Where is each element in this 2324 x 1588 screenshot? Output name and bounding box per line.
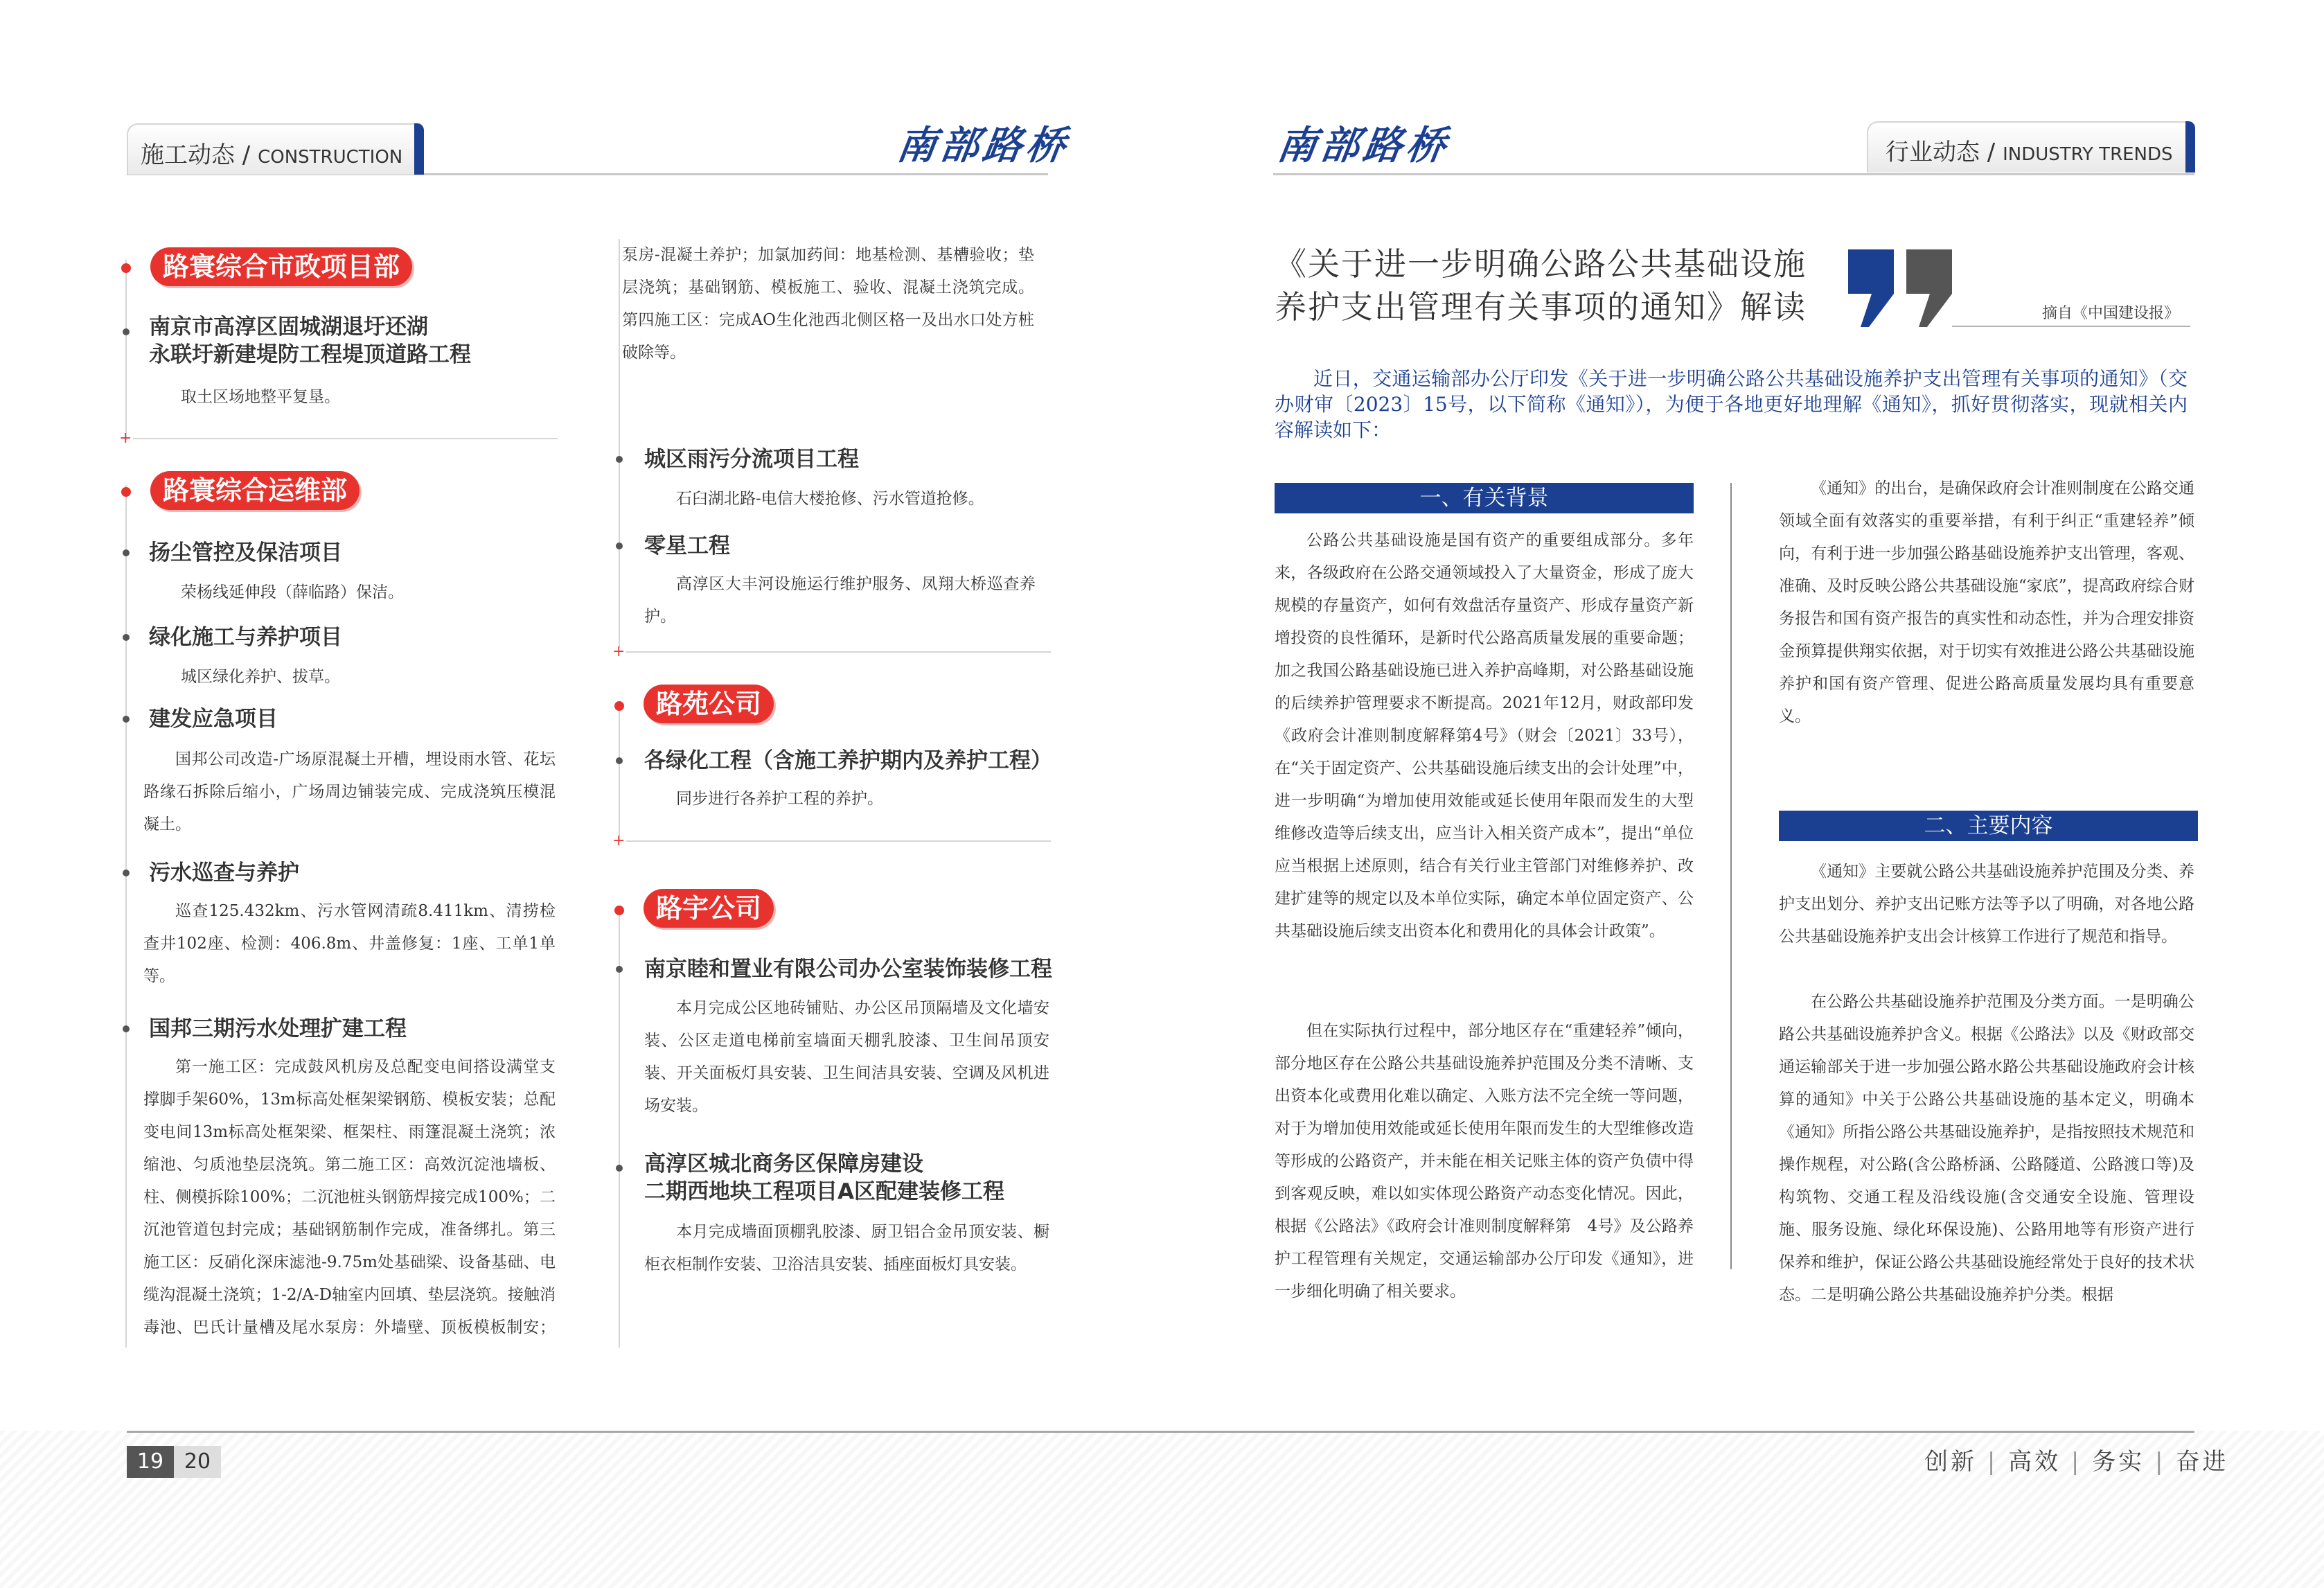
- header-rule-right: [1273, 173, 2194, 175]
- timeline-line: [125, 485, 127, 1348]
- section-tab-accent-right: [2185, 121, 2195, 173]
- project-text: 本月完成墙面顶棚乳胶漆、厨卫铝合金吊顶安装、橱柜衣柜制作安装、卫浴洁具安装、插座面板灯具安装。: [644, 1223, 1049, 1273]
- divider: [626, 651, 1051, 653]
- section-heading-background: 二、主要内容: [1779, 811, 2198, 841]
- page-number-left: 19: [127, 1446, 174, 1478]
- article-paragraph: 在公路公共基础设施养护范围及分类方面。一是明确公路公共基础设施养护含义。根据《公路法》以及《财政部交通运输部关于进一步加强公路水路公共基础设施政府会计核算的通知》中关于公路公共基础设施的基本定义，明确本《通知》所指公路公共基础设施养护，是指按照技术规范和操作规程，对公路(含公路桥涵、公路隧道、公路渡口等)及构筑物、交通工程及沿线设施(含交通安全设施、管理设施、服务设施、绿化环保设施)、公路用地等有形资产进行保养和维护，保证公路公共基础设施经常处于良好的技术状态。二是明确公路公共基础设施养护分类。根据: [1779, 993, 2194, 1304]
- timeline-plus: +: [119, 430, 132, 447]
- unit-label: 路苑公司: [644, 685, 774, 723]
- project-text: 荣杨线延伸段（薛临路）保洁。: [181, 583, 404, 601]
- timeline-dot: [123, 1025, 130, 1032]
- slogan-word: 务实: [2092, 1448, 2145, 1476]
- timeline-dot: [123, 549, 130, 556]
- timeline-dot: [121, 487, 131, 497]
- project-title: 城区雨污分流项目工程: [644, 447, 859, 472]
- intro-paragraph: 近日，交通运输部办公厅印发《关于进一步明确公路公共基础设施养护支出管理有关事项的通知》（交办财审〔2023〕15号，以下简称《通知》），为便于各地更好地理解《通知》，抓好贯彻落实，现就相关内容解读如下：: [1275, 367, 2188, 441]
- project-title: 零星工程: [644, 533, 730, 558]
- page-number-right: 20: [174, 1446, 221, 1478]
- source-rule: [1952, 326, 2190, 327]
- timeline-dot: [121, 263, 131, 273]
- logo-left: 南部路桥: [894, 123, 1073, 168]
- slogan-word: 高效: [2008, 1448, 2061, 1476]
- timeline-plus: +: [612, 643, 626, 660]
- unit-label: 路寰综合市政项目部: [150, 247, 412, 286]
- slogan-separator: |: [1987, 1448, 1998, 1476]
- slogan: [1924, 1443, 2228, 1476]
- section-label-right: 行业动态 / INDUSTRY TRENDS: [1886, 139, 2173, 166]
- quote-mark-icon: [1848, 249, 1953, 327]
- logo-right: 南部路桥: [1274, 123, 1453, 168]
- project-title: 各绿化工程（含施工养护期内及养护工程）: [644, 748, 1052, 773]
- slogan-word: 奋进: [2176, 1448, 2229, 1476]
- project-text: 本月完成公区地砖铺贴、办公区吊顶隔墙及文化墙安装、公区走道电梯前室墙面天棚乳胶漆、卫生间吊顶安装、开关面板灯具安装、卫生间洁具安装、空调及风机进场安装。: [644, 999, 1049, 1115]
- quote-mark-left: [1848, 249, 1894, 327]
- project-text-window: [622, 239, 1034, 434]
- quote-mark-right: [1906, 249, 1952, 327]
- slogan-word: 创新: [1924, 1448, 1977, 1476]
- timeline-dot: [123, 870, 130, 876]
- timeline-dot: [123, 716, 130, 723]
- timeline-dot: [616, 966, 623, 973]
- article-paragraph: 公路公共基础设施是国有资产的重要组成部分。多年来，各级政府在公路交通领域投入了大量资金，形成了庞大规模的存量资产，如何有效盘活存量资产、形成存量资产新增投资的良性循环，是新时代公路高质量发展的重要命题；加之我国公路基础设施已进入养护高峰期，对公路基础设施的后续养护管理要求不断提高。2021年12月，财政部印发《政府会计准则制度解释第4号》（财会〔2021〕33号），在“关于固定资产、公共基础设施后续支出的会计处理”中，进一步明确“为增加使用效能或延长使用年限而发生的大型维修改造等后续支出，应当计入相关资产成本”，提出“单位应当根据上述原则，结合有关行业主管部门对维修养护、改建扩建等的规定以及本单位实际，确定本单位固定资产、公共基础设施后续支出资本化和费用化的具体会计政策”。: [1275, 531, 1694, 940]
- article-title-line2: 养护支出管理有关事项的通知》解读: [1275, 288, 1807, 326]
- project-text: 泵房-混凝土养护；加氯加药间：地基检测、基槽验收；垫层浇筑；基础钢筋、模板施工、验收、混凝土浇筑完成。第四施工区：完成AO生化池西北侧区格一及出水口处方桩破除等。: [622, 246, 1034, 362]
- project-text: 同步进行各养护工程的养护。: [676, 790, 883, 808]
- project-text: 国邦公司改造-广场原混凝土开槽，埋设雨水管、花坛路缘石拆除后缩小，广场周边铺装完成、完成浇筑压模混凝土。: [143, 750, 556, 833]
- project-title: 南京市高淳区固城湖退圩还湖 永联圩新建堤防工程堤顶道路工程: [149, 315, 471, 367]
- column-separator: [1730, 483, 1732, 1269]
- project-text-window: [143, 1051, 556, 1344]
- project-text: 第一施工区：完成鼓风机房及总配变电间搭设满堂支撑脚手架60%，13m标高处框架梁钢筋、模板安装；总配变电间13m标高处框架梁、框架柱、雨篷混凝土浇筑；浓缩池、匀质池垫层浇筑。第二施工区：高效沉淀池墙板、柱、侧模拆除100%；二沉池桩头钢筋焊接完成100%；二沉池管道包封完成；基础钢筋制作完成，准备绑扎。第三施工区：反硝化深床滤池-9.75m处基础梁、设备基础、电缆沟混凝土浇筑；1-2/A-D轴室内回填、垫层浇筑。接触消毒池、巴氏计量槽及尾水泵房：外墙壁、顶板模板制安；: [143, 1058, 556, 1336]
- timeline-dot: [614, 701, 624, 711]
- slogan-separator: |: [2155, 1448, 2166, 1476]
- project-text: 石臼湖北路-电信大楼抢修、污水管道抢修。: [676, 490, 984, 508]
- timeline-dot: [616, 542, 623, 549]
- timeline-dot: [616, 757, 623, 764]
- project-text: 取土区场地整平复垦。: [181, 388, 340, 406]
- timeline-line: [619, 239, 620, 648]
- article-title-line1: 《关于进一步明确公路公共基础设施: [1275, 245, 1807, 283]
- article-paragraph: 但在实际执行过程中，部分地区存在“重建轻养”倾向，部分地区存在公路公共基础设施养护范围及分类不清晰、支出资本化或费用化难以确定、入账方法不完全统一等问题，对于为增加使用效能或延长使用年限而发生的大型维修改造等形成的公路资产，并未能在相关记账主体的资产负债中得到客观反映，难以如实体现公路资产动态变化情况。因此，根据《公路法》《政府会计准则制度解释第 4号》及公路养护工程管理有关规定，交通运输部办公厅印发《通知》，进一步细化明确了相关要求。: [1275, 1022, 1694, 1300]
- project-title: 绿化施工与养护项目: [149, 625, 342, 650]
- project-title: 建发应急项目: [149, 707, 278, 732]
- source-credit: 摘自《中国建设报》: [2042, 305, 2180, 322]
- unit-label: 路寰综合运维部: [150, 471, 360, 510]
- divider: [626, 840, 1051, 842]
- article-paragraph: 《通知》主要就公路公共基础设施养护范围及分类、养护支出划分、养护支出记账方法等予以了明确，对各地公路公共基础设施养护支出会计核算工作进行了规范和指导。: [1779, 863, 2194, 946]
- project-title: 高淳区城北商务区保障房建设 二期西地块工程项目A区配建装修工程: [644, 1152, 1004, 1204]
- article-paragraph: 《通知》的出台，是确保政府会计准则制度在公路交通领域全面有效落实的重要举措，有利于纠正“重建轻养”倾向，有利于进一步加强公路基础设施养护支出管理，客观、准确、及时反映公路公共基础设施“家底”，提高政府综合财务报告和国有资产报告的真实性和动态性，并为合理安排资金预算提供翔实依据，对于切实有效推进公路公共基础设施养护和国有资产管理、促进公路高质量发展均具有重要意义。: [1779, 479, 2194, 725]
- timeline-dot: [616, 1165, 623, 1172]
- project-title: 扬尘管控及保洁项目: [149, 540, 342, 565]
- footer-rule: [127, 1431, 2194, 1433]
- section-tab-accent-left: [414, 123, 424, 175]
- project-title: 南京睦和置业有限公司办公室装饰装修工程: [644, 957, 1052, 982]
- unit-label: 路宇公司: [644, 889, 774, 928]
- project-text: 城区绿化养护、拔草。: [181, 668, 340, 686]
- timeline-dot: [616, 456, 623, 463]
- timeline-line: [125, 260, 127, 440]
- timeline-dot: [614, 906, 624, 915]
- timeline-line: [619, 908, 620, 1348]
- project-text: 高淳区大丰河设施运行维护服务、凤翔大桥巡查养护。: [644, 575, 1036, 626]
- section-heading-background: 一、有关背景: [1275, 483, 1694, 513]
- section-label-left: 施工动态 / CONSTRUCTION: [141, 141, 403, 169]
- divider: [133, 438, 558, 439]
- timeline-dot: [123, 328, 130, 335]
- timeline-dot: [123, 634, 130, 641]
- timeline-plus: +: [612, 832, 626, 849]
- timeline-line: [619, 703, 620, 842]
- project-title: 国邦三期污水处理扩建工程: [149, 1016, 407, 1041]
- slogan-separator: |: [2070, 1448, 2082, 1476]
- project-title: 污水巡查与养护: [149, 861, 299, 885]
- project-text: 巡查125.432km、污水管网清疏8.411km、清捞检查井102座、检测：406.8m、井盖修复：1座、工单1单等。: [143, 902, 556, 985]
